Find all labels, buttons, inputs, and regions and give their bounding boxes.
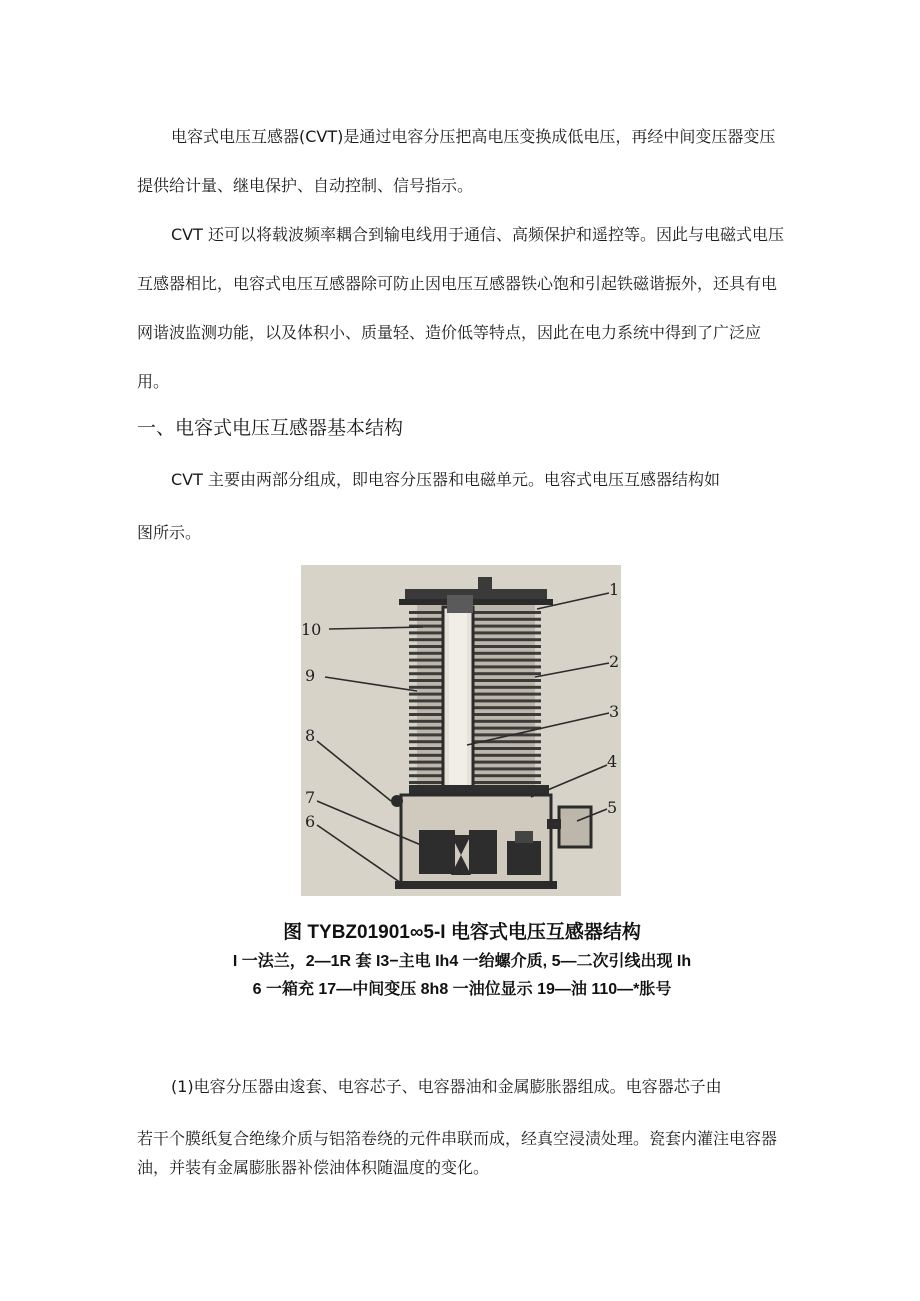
shed-right — [473, 767, 541, 770]
figure-caption-line-3: 6 一箱充 17—中间变压 8h8 一油位显示 19—油 110—*胀号 — [252, 981, 672, 998]
shed-right — [473, 618, 541, 621]
shed-right — [473, 781, 541, 784]
fig-label-6: 6 — [305, 812, 316, 831]
shed-right — [473, 611, 541, 614]
shed-right — [473, 754, 541, 757]
shed-left — [409, 720, 445, 723]
shed-left — [409, 781, 445, 784]
shed-right — [473, 706, 541, 709]
shed-right — [473, 679, 541, 682]
shed-left — [409, 733, 445, 736]
fig-label-4: 4 — [607, 752, 618, 771]
shed-left — [409, 699, 445, 702]
shed-right — [473, 727, 541, 730]
cvt-structure-drawing — [301, 565, 621, 896]
fig-label-3: 3 — [609, 702, 620, 721]
shed-right — [473, 720, 541, 723]
fig-label-2: 2 — [609, 652, 620, 671]
shed-right — [473, 693, 541, 696]
section-heading: 一、电容式电压互感器基本结构 — [137, 417, 404, 439]
fig-label-1: 1 — [609, 580, 620, 599]
shed-left — [409, 659, 445, 662]
shed-left — [409, 740, 445, 743]
shed-left — [409, 727, 445, 730]
shed-left — [409, 618, 445, 621]
shed-left — [409, 672, 445, 675]
shed-right — [473, 638, 541, 641]
figure-caption-title: 图 TYBZ01901∞5-I 电容式电压互感器结构 — [283, 922, 641, 943]
structure-paragraph: CVT 主要由两部分组成，即电容分压器和电磁单元。电容式电压互感器结构如 — [171, 470, 720, 489]
shed-left — [409, 761, 445, 764]
shed-left — [409, 686, 445, 689]
fig-label-7: 7 — [305, 788, 316, 807]
shed-right — [473, 686, 541, 689]
shed-left — [409, 767, 445, 770]
shed-left — [409, 754, 445, 757]
shed-left — [409, 693, 445, 696]
shed-right — [473, 645, 541, 648]
shed-left — [409, 665, 445, 668]
shed-right — [473, 631, 541, 634]
shed-right — [473, 713, 541, 716]
shed-right — [473, 761, 541, 764]
fig-label-5: 5 — [607, 798, 618, 817]
fig-label-8: 8 — [305, 726, 316, 745]
shed-left — [409, 706, 445, 709]
figure-caption-line-2: I 一法兰，2—1R 套 I3−主电 Ih4 一绐螺介质, 5—二次引线出现 Ih — [232, 953, 692, 970]
shed-left — [409, 774, 445, 777]
shed-right — [473, 699, 541, 702]
shed-left — [409, 645, 445, 648]
fig-label-9: 9 — [305, 666, 316, 685]
divider-paragraph-a: (1)电容分压器由逡套、电容芯子、电容器油和金属膨胀器组成。电容器芯子由 — [171, 1077, 722, 1096]
shed-right — [473, 659, 541, 662]
shed-right — [473, 672, 541, 675]
shed-right — [473, 747, 541, 750]
shed-left — [409, 747, 445, 750]
shed-left — [409, 631, 445, 634]
shed-left — [409, 652, 445, 655]
shed-right — [473, 652, 541, 655]
structure-paragraph-cont: 图所示。 — [137, 523, 202, 542]
shed-right — [473, 665, 541, 668]
shed-left — [409, 679, 445, 682]
cvt-structure-figure — [301, 565, 621, 896]
shed-right — [473, 774, 541, 777]
shed-left — [409, 638, 445, 641]
shed-right — [473, 625, 541, 628]
intro-paragraph-1: 电容式电压互感器(CVT)是通过电容分压把高电压变换成低电压，再经中间变压器变压提供给计量、继电保护、自动控制、信号指示。 — [137, 127, 776, 195]
fig-label-10: 10 — [301, 620, 322, 639]
divider-paragraph-b: 若干个膜纸复合绝缘介质与铝箔卷绕的元件串联而成，经真空浸渍处理。瓷套内灌注电容器油，并装有金属膨胀器补偿油体积随温度的变化。 — [137, 1129, 778, 1177]
intro-paragraph-2: CVT 还可以将载波频率耦合到输电线用于通信、高频保护和遥控等。因此与电磁式电压互感器相比，电容式电压互感器除可防止因电压互感器铁心饱和引起铁磁谐振外，还具有电网谐波监测功能，以及体积小、质量轻、造价低等特点，因此在电力系统中得到了广泛应用。 — [137, 225, 784, 391]
shed-left — [409, 713, 445, 716]
shed-left — [409, 611, 445, 614]
